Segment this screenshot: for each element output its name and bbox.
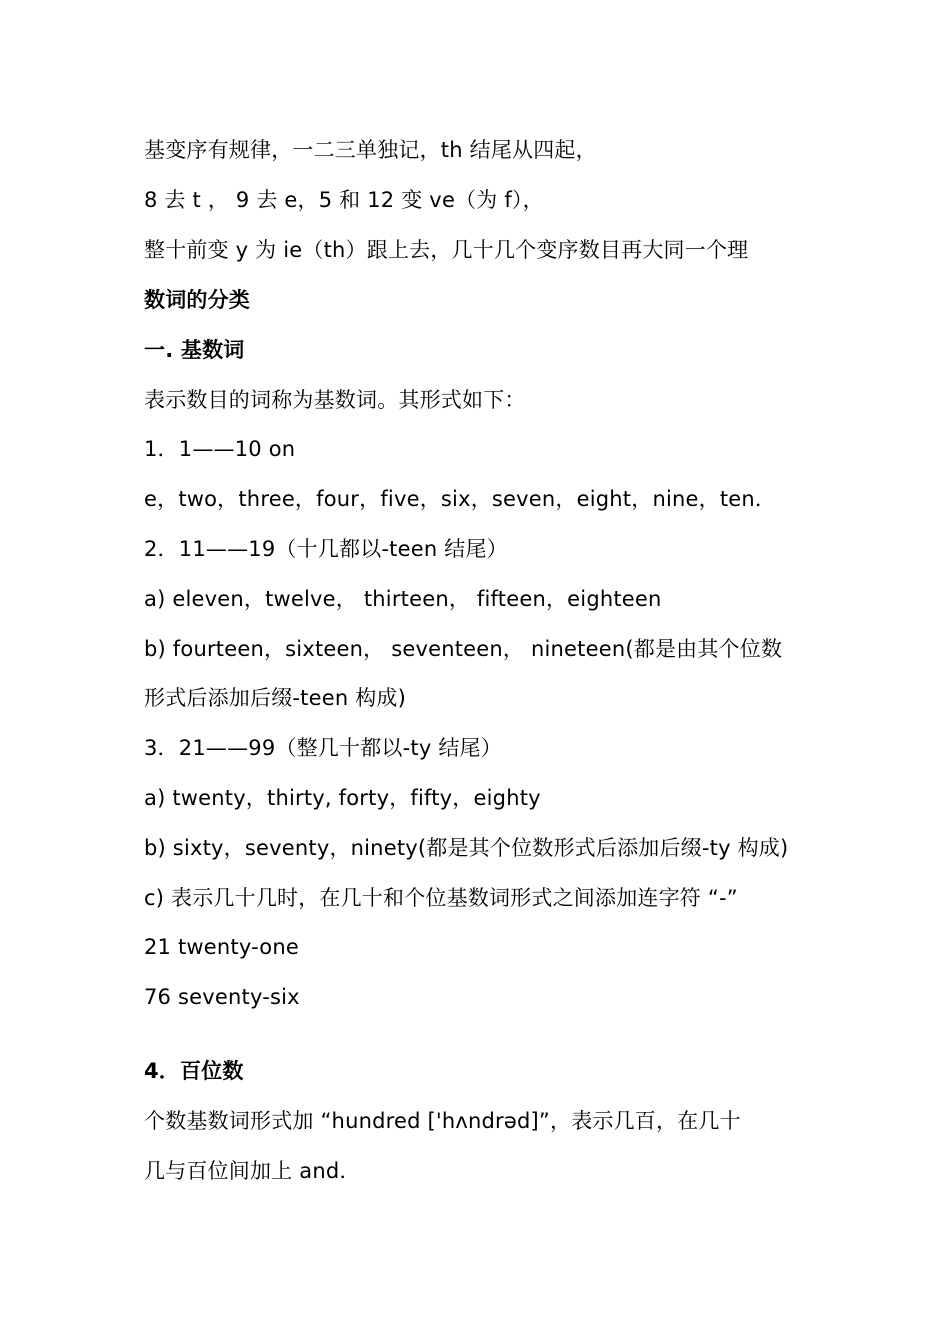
item-2-a: a) eleven，twelve， thirteen， fifteen，eighteen <box>144 587 662 611</box>
cardinal-intro-text: 表示数目的词称为基数词。其形式如下： <box>144 388 526 412</box>
item-2-b-line-2: 形式后添加后缀-teen 构成) <box>144 686 407 710</box>
section-heading-cardinal: 一. 基数词 <box>144 338 245 362</box>
item-1-range: 1．1——10 on <box>144 437 296 461</box>
item-3-b: b) sixty，seventy，ninety(都是其个位数形式后添加后缀-ty 构成) <box>144 836 789 860</box>
item-3-a: a) twenty，thirty, forty，fifty，eighty <box>144 786 541 810</box>
section-heading-hundreds: 4．百位数 <box>144 1059 244 1083</box>
mnemonic-rule-line-2: 8 去 t ， 9 去 e，5 和 12 变 ve（为 f）， <box>144 188 544 212</box>
example-76: 76 seventy-six <box>144 985 300 1009</box>
item-1-words: e，two，three，four，five，six，seven，eight，nine，ten． <box>144 487 777 511</box>
mnemonic-rule-line-3: 整十前变 y 为 ie（th）跟上去，几十几个变序数目再大同一个理 <box>144 238 749 262</box>
mnemonic-rule-line-1: 基变序有规律，一二三单独记，th 结尾从四起， <box>144 138 597 162</box>
item-3-c: c) 表示几十几时，在几十和个位基数词形式之间添加连字符 “-” <box>144 886 738 910</box>
hundreds-text-line-2: 几与百位间加上 and． <box>144 1159 361 1183</box>
item-3-range: 3．21——99（整几十都以-ty 结尾） <box>144 736 502 760</box>
item-2-b-line-1: b) fourteen，sixteen， seventeen， nineteen(都是由其个位数 <box>144 637 783 661</box>
item-2-range: 2．11——19（十几都以-teen 结尾） <box>144 537 508 561</box>
hundreds-text-line-1: 个数基数词形式加 “hundred ['hʌndrəd]”，表示几百，在几十 <box>144 1109 741 1133</box>
section-heading-classification: 数词的分类 <box>144 288 250 312</box>
example-21: 21 twenty-one <box>144 935 299 959</box>
